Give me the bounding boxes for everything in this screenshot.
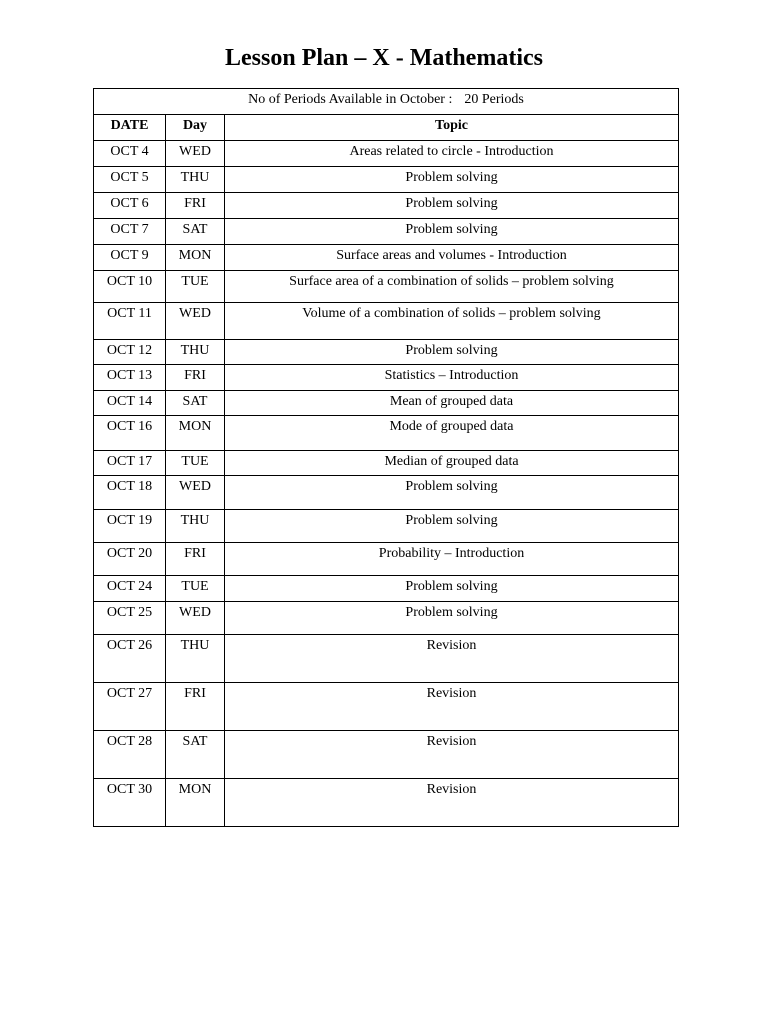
topic-cell: Median of grouped data — [225, 451, 679, 476]
topic-cell: Revision — [225, 683, 679, 731]
day-cell: FRI — [166, 683, 225, 731]
periods-available-value: 20 Periods — [464, 92, 524, 107]
date-cell: OCT 14 — [94, 391, 166, 416]
table-row — [94, 271, 679, 303]
date-cell: OCT 17 — [94, 451, 166, 476]
topic-cell: Volume of a combination of solids – problem solving — [225, 303, 679, 340]
periods-available-cell — [94, 89, 679, 115]
day-cell: TUE — [166, 271, 225, 303]
date-cell: OCT 11 — [94, 303, 166, 340]
table-row — [94, 193, 679, 219]
date-cell: OCT 28 — [94, 731, 166, 779]
table-row — [94, 365, 679, 391]
table-row — [94, 779, 679, 827]
column-header-day: Day — [166, 115, 225, 141]
topic-cell: Areas related to circle - Introduction — [225, 141, 679, 167]
date-cell: OCT 24 — [94, 576, 166, 602]
date-cell: OCT 12 — [94, 340, 166, 365]
column-header-date: DATE — [94, 115, 166, 141]
header-row — [94, 115, 679, 141]
table-row — [94, 476, 679, 510]
date-cell: OCT 5 — [94, 167, 166, 193]
table-row — [94, 245, 679, 271]
table-row — [94, 731, 679, 779]
day-cell: SAT — [166, 391, 225, 416]
date-cell: OCT 20 — [94, 543, 166, 576]
day-cell: FRI — [166, 365, 225, 391]
date-cell: OCT 27 — [94, 683, 166, 731]
topic-cell: Statistics – Introduction — [225, 365, 679, 391]
date-cell: OCT 7 — [94, 219, 166, 245]
table-row — [94, 576, 679, 602]
day-cell: SAT — [166, 219, 225, 245]
topic-cell: Probability – Introduction — [225, 543, 679, 576]
date-cell: OCT 26 — [94, 635, 166, 683]
table-row — [94, 141, 679, 167]
date-cell: OCT 9 — [94, 245, 166, 271]
topic-cell: Problem solving — [225, 193, 679, 219]
date-cell: OCT 18 — [94, 476, 166, 510]
lesson-plan-table — [93, 88, 679, 827]
day-cell: THU — [166, 510, 225, 543]
topic-cell: Surface areas and volumes - Introduction — [225, 245, 679, 271]
topic-cell: Problem solving — [225, 219, 679, 245]
day-cell: WED — [166, 141, 225, 167]
date-cell: OCT 30 — [94, 779, 166, 827]
day-cell: TUE — [166, 576, 225, 602]
day-cell: MON — [166, 779, 225, 827]
day-cell: MON — [166, 416, 225, 451]
banner-row — [94, 89, 679, 115]
table-row — [94, 219, 679, 245]
table-row — [94, 167, 679, 193]
date-cell: OCT 19 — [94, 510, 166, 543]
topic-cell: Problem solving — [225, 602, 679, 635]
table-row — [94, 340, 679, 365]
table-row — [94, 602, 679, 635]
day-cell: FRI — [166, 193, 225, 219]
table-row — [94, 543, 679, 576]
date-cell: OCT 4 — [94, 141, 166, 167]
topic-cell: Problem solving — [225, 340, 679, 365]
date-cell: OCT 25 — [94, 602, 166, 635]
day-cell: FRI — [166, 543, 225, 576]
table-row — [94, 391, 679, 416]
day-cell: THU — [166, 635, 225, 683]
table-row — [94, 451, 679, 476]
topic-cell: Mean of grouped data — [225, 391, 679, 416]
topic-cell: Problem solving — [225, 167, 679, 193]
table-row — [94, 635, 679, 683]
day-cell: THU — [166, 340, 225, 365]
page-title: Lesson Plan – X - Mathematics — [225, 45, 543, 71]
topic-cell: Problem solving — [225, 510, 679, 543]
date-cell: OCT 6 — [94, 193, 166, 219]
periods-available-label: No of Periods Available in October : — [248, 92, 453, 107]
topic-cell: Revision — [225, 779, 679, 827]
day-cell: SAT — [166, 731, 225, 779]
table-row — [94, 303, 679, 340]
date-cell: OCT 16 — [94, 416, 166, 451]
topic-cell: Revision — [225, 635, 679, 683]
topic-cell: Mode of grouped data — [225, 416, 679, 451]
day-cell: MON — [166, 245, 225, 271]
date-cell: OCT 10 — [94, 271, 166, 303]
day-cell: WED — [166, 303, 225, 340]
date-cell: OCT 13 — [94, 365, 166, 391]
day-cell: WED — [166, 476, 225, 510]
day-cell: TUE — [166, 451, 225, 476]
topic-cell: Surface area of a combination of solids – problem solving — [225, 271, 679, 303]
table-row — [94, 683, 679, 731]
table-row — [94, 416, 679, 451]
column-header-topic: Topic — [225, 115, 679, 141]
table-row — [94, 510, 679, 543]
topic-cell: Problem solving — [225, 476, 679, 510]
topic-cell: Revision — [225, 731, 679, 779]
day-cell: THU — [166, 167, 225, 193]
day-cell: WED — [166, 602, 225, 635]
topic-cell: Problem solving — [225, 576, 679, 602]
